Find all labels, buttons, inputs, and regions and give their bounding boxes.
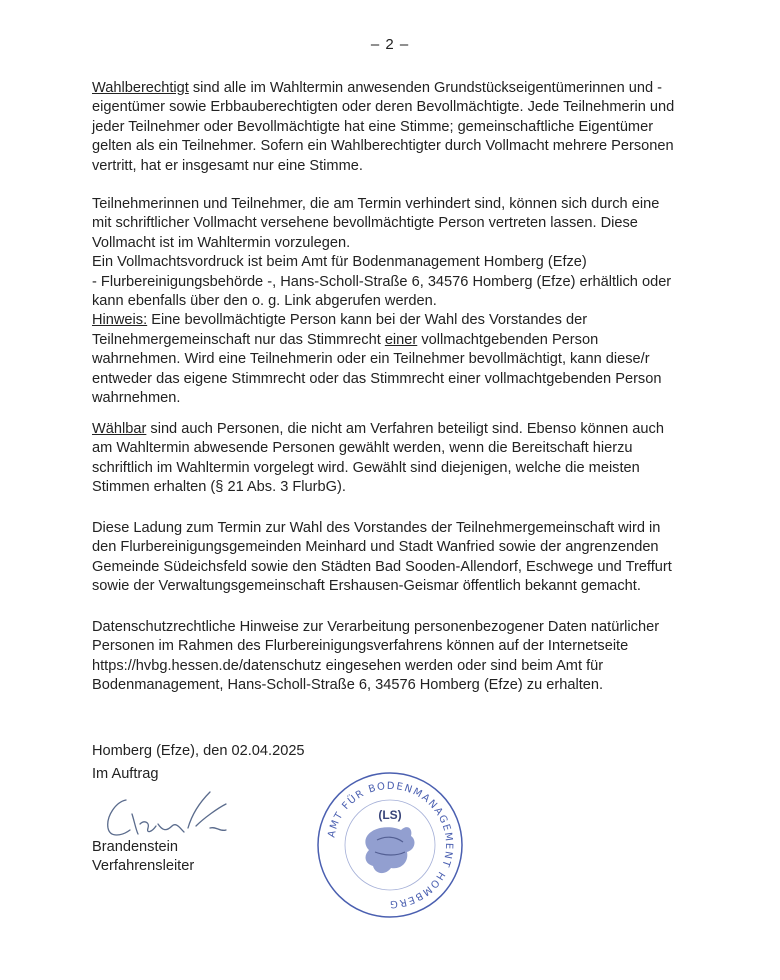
data-protection-paragraph: Datenschutzrechtliche Hinweise zur Verarbeitung personenbezogener Daten natürlicher Personen im Rahmen des Flurbereinigungsverfahrens können auf der Internetseite https://hvbg.hessen.de/datenschutz eingesehen werden oder sind beim Amt für Bodenmanagement, Hans-Scholl-Straße 6, 34576 Homberg (Efze) zu erhalten.	[92, 619, 660, 694]
emphasis-einer: einer	[384, 331, 418, 348]
seal-ring-text: AMT FÜR BODENMANAGEMENT HOMBERG	[326, 780, 455, 910]
term-hinweis: Hinweis:	[92, 312, 148, 329]
term-waehlbar: Wählbar	[92, 421, 147, 437]
proxy-paragraph: Teilnehmerinnen und Teilnehmer, die am Termin verhindert sind, können sich durch eine mit schriftlicher Vollmacht versehene bevollmächtigte Person vertreten lassen. Diese Vollmacht ist im Wahltermin vorzulegen. Ein Vollmachtsvordruck ist beim Amt für Bodenmanagement Homberg (Efze) - Flurbereinigungsbehörde -, Hans-Scholl-Straße 6, 34576 Homberg (Efze) erhältlich oder kann ebenfalls über den o. g. Link abgerufen werden. Hinweis: Eine bevollmächtigte Person kann bei der Wahl des Vorstandes der Teilnehmergemeinschaft nur das Stimmrecht einer vollmachtgebenden Person wahrnehmen. Wird eine Teilnehmerin oder ein Teilnehmer bevollmächtigt, kann diese/r entweder das eigene Stimmrecht oder das Stimmrecht einer vollmachtgebenden Person wahrnehmen.	[92, 196, 672, 407]
eligible-candidates-paragraph: Wählbar sind auch Personen, die nicht am Verfahren beteiligt sind. Ebenso können auch am Wahltermin abwesende Personen gewählt werden, wenn die Bereitschaft hierzu schriftlich im Wahltermin vorgelegt wird. Gewählt sind diejenigen, welche die meisten Stimmen erhalten (§ 21 Abs. 3 FlurbG).	[92, 421, 664, 496]
publication-paragraph: Diese Ladung zum Termin zur Wahl des Vorstandes der Teilnehmergemeinschaft wird in den Flurbereinigungsgemeinden Meinhard und Stadt Wanfried sowie der angrenzenden Gemeinde Südeichsfeld sowie den Städten Bad Sooden-Allendorf, Eschwege und Treffurt sowie der Verwaltungsgemeinschaft Ershausen-Geismar öffentlich bekannt gemacht.	[92, 520, 672, 595]
eligibility-paragraph: Wahlberechtigt sind alle im Wahltermin anwesenden Grundstückseigentümerinnen und - eigentümer sowie Erbbauberechtigten oder deren Bevollmächtigte. Jede Teilnehmerin und jeder Teilnehmer oder Bevollmächtigte hat eine Stimme; gemeinschaftliche Eigentümer gelten als ein Teilnehmer. Sofern ein Wahlberechtigter durch Vollmacht mehrere Personen vertritt, hat er insgesamt nur eine Stimme.	[92, 80, 675, 174]
page-number: – 2 –	[370, 36, 410, 53]
seal-center-text: (LS)	[378, 808, 402, 822]
term-wahlberechtigt: Wahlberechtigt	[92, 80, 189, 96]
signer-name: Brandenstein	[92, 839, 179, 855]
official-seal-icon	[315, 770, 465, 920]
place-date: Homberg (Efze), den 02.04.2025	[92, 743, 305, 759]
signer-role: Verfahrensleiter	[92, 858, 195, 874]
on-behalf-label: Im Auftrag	[92, 766, 159, 782]
